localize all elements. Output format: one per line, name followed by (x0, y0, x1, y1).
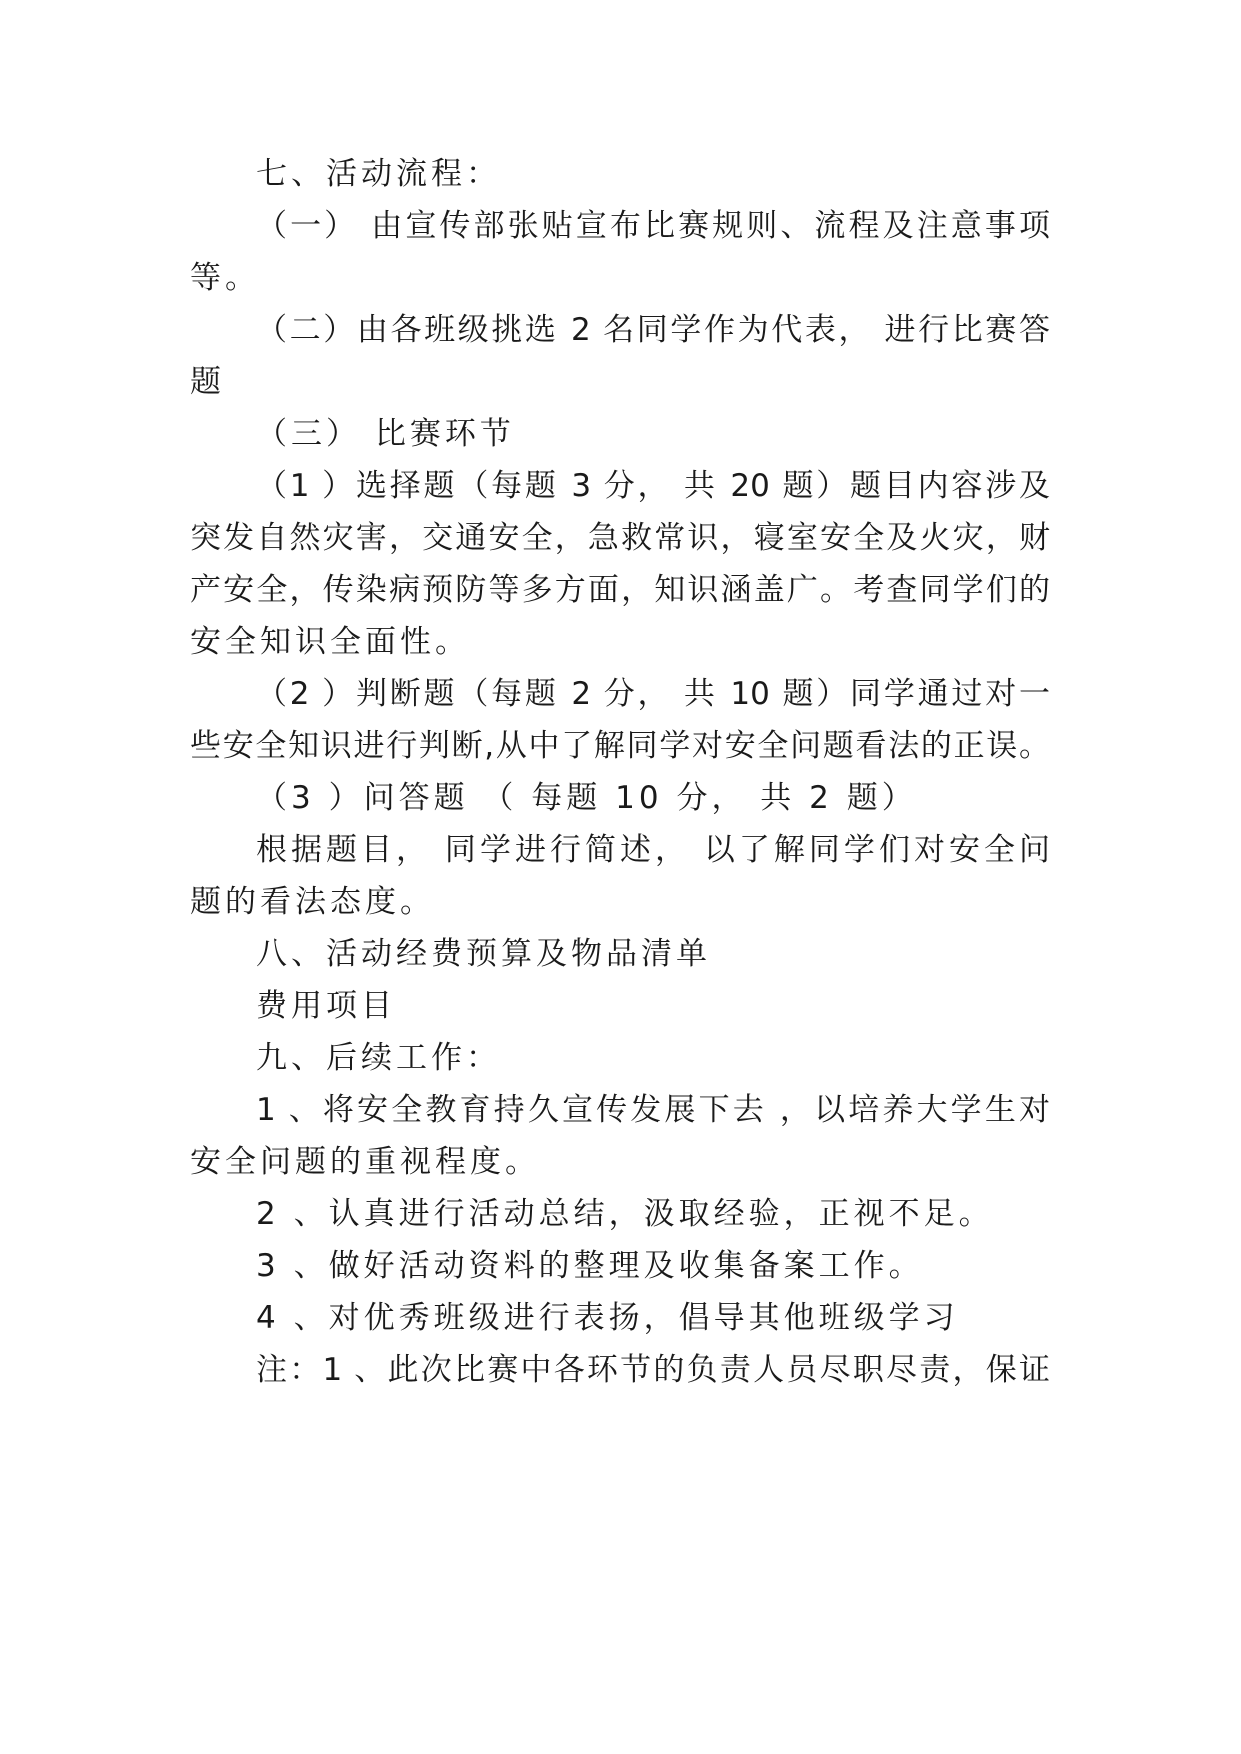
paragraph-line: （一） 由宣传部张贴宣布比赛规则、流程及注意事项 (256, 208, 1050, 244)
paragraph-line: 根据题目， 同学进行简述， 以了解同学们对安全问 (256, 832, 1050, 868)
paragraph-line: 些安全知识进行判断,从中了解同学对安全问题看法的正误。 (190, 728, 1050, 764)
paragraph-line: 3 、做好活动资料的整理及收集备案工作。 (256, 1248, 924, 1284)
paragraph-line: 产安全，传染病预防等多方面，知识涵盖广。考查同学们的 (190, 572, 1050, 608)
paragraph-line: 突发自然灾害，交通安全，急救常识，寝室安全及火灾，财 (190, 520, 1050, 556)
paragraph-line: （3 ）问答题 （ 每题 10 分， 共 2 题） (256, 780, 917, 816)
paragraph-line: 2 、认真进行活动总结，汲取经验，正视不足。 (256, 1196, 994, 1232)
paragraph-line: 注：1 、此次比赛中各环节的负责人员尽职尽责，保证 (256, 1352, 1050, 1388)
paragraph-line: 4 、对优秀班级进行表扬，倡导其他班级学习 (256, 1300, 959, 1336)
section-heading-budget: 八、活动经费预算及物品清单 (256, 936, 711, 972)
paragraph-line: 安全问题的重视程度。 (190, 1144, 540, 1180)
section-heading-followup: 九、后续工作： (256, 1040, 501, 1076)
paragraph-line: 等。 (190, 260, 260, 296)
paragraph-line: 安全知识全面性。 (190, 624, 470, 660)
paragraph-line: 题 (190, 364, 225, 400)
paragraph-line: （三） 比赛环节 (256, 416, 515, 452)
section-heading-process: 七、活动流程： (256, 156, 501, 192)
paragraph-line: 题的看法态度。 (190, 884, 435, 920)
paragraph-line: 费用项目 (256, 988, 396, 1024)
paragraph-line: 1 、将安全教育持久宣传发展下去 ，以培养大学生对 (256, 1092, 1050, 1128)
paragraph-line: （1 ）选择题（每题 3 分， 共 20 题）题目内容涉及 (256, 468, 1050, 504)
paragraph-line: （二）由各班级挑选 2 名同学作为代表， 进行比赛答 (256, 312, 1050, 348)
paragraph-line: （2 ）判断题（每题 2 分， 共 10 题）同学通过对一 (256, 676, 1050, 712)
